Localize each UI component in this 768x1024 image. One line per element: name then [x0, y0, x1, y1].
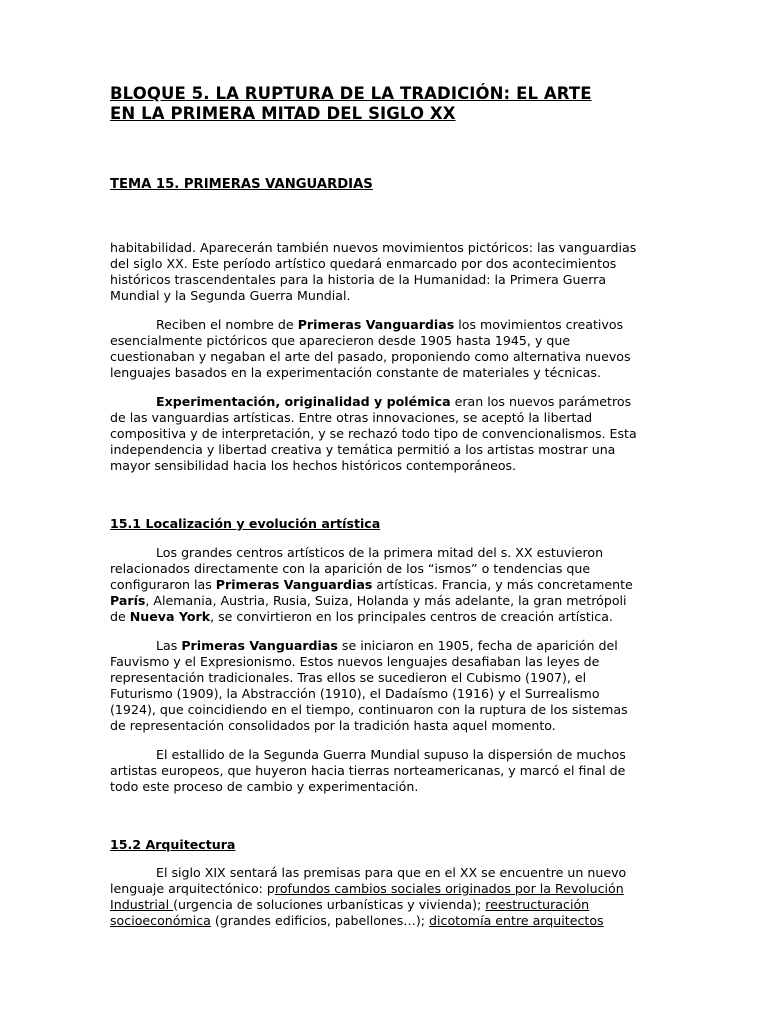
text-span: los movimientos creativos — [454, 317, 624, 332]
section-heading-15-1: 15.1 Localización y evolución artística — [110, 516, 381, 531]
title-line-2: EN LA PRIMERA MITAD DEL SIGLO XX — [110, 104, 456, 123]
underlined-text: Industrial — [110, 897, 174, 913]
text-span: artísticas. Francia, y más concretamente — [372, 577, 633, 593]
text-line: del siglo XX. Este período artístico quedará enmarcado por dos acontecimientos — [110, 256, 617, 272]
text-span: , Alemania, Austria, Rusia, Suiza, Holanda y más adelante, la gran metrópoli — [145, 593, 627, 609]
text-line: relacionados directamente con la aparición de los “ismos” o tendencias que — [110, 561, 591, 577]
underlined-text: rofundos cambios sociales originados por la Revolución — [274, 881, 624, 897]
title-line-1: BLOQUE 5. LA RUPTURA DE LA TRADICIÓN: EL ARTE — [110, 84, 592, 103]
text-span: (grandes edificios, pabellones…); — [210, 913, 430, 929]
text-line — [110, 317, 650, 333]
underlined-text: dicotomía entre arquitectos — [429, 913, 604, 929]
underlined-text: socioeconómica — [110, 913, 211, 929]
text-span: eran los nuevos parámetros — [450, 394, 632, 409]
text-span: (urgencia de soluciones urbanísticas y vivienda); — [173, 897, 486, 913]
document-title — [110, 84, 650, 124]
text-line: cuestionaban y negaban el arte del pasado, proponiendo como alternativa nuevos — [110, 349, 631, 365]
text-line: Mundial y la Segunda Guerra Mundial. — [110, 288, 351, 304]
text-line: (1924), que coincidiendo en el tiempo, continuaron con la ruptura de los sistemas — [110, 702, 628, 718]
intro-paragraph-1 — [110, 240, 650, 304]
text-span: Las — [156, 638, 182, 653]
section1-paragraph-1 — [110, 545, 650, 625]
text-line — [110, 394, 650, 410]
text-span: lenguaje arquitectónico: p — [110, 881, 275, 897]
text-line — [110, 577, 650, 593]
text-line: El estallido de la Segunda Guerra Mundial supuso la dispersión de muchos — [156, 747, 626, 762]
text-line: El siglo XIX sentará las premisas para que en el XX se encuentre un nuevo — [156, 865, 627, 880]
section2-paragraph-1 — [110, 865, 650, 929]
text-line: Fauvismo y el Expresionismo. Estos nuevos lenguajes desafiaban las leyes de — [110, 654, 600, 670]
text-line: mayor sensibilidad hacia los hechos históricos contemporáneos. — [110, 458, 517, 474]
text-line: independencia y libertad creativa y temática permitió a los artistas mostrar una — [110, 442, 616, 458]
section-heading-15-2: 15.2 Arquitectura — [110, 837, 236, 852]
tema-heading: TEMA 15. PRIMERAS VANGUARDIAS — [110, 177, 373, 192]
text-span: se iniciaron en 1905, fecha de aparición del — [337, 638, 618, 653]
text-line — [110, 913, 650, 929]
text-line: históricos trascendentales para la historia de la Humanidad: la Primera Guerra — [110, 272, 607, 288]
text-span: Reciben el nombre de — [156, 317, 298, 332]
text-line: artistas europeos, que huyeron hacia tierras norteamericanas, y marcó el final de — [110, 763, 626, 779]
section1-paragraph-2 — [110, 638, 650, 735]
text-line: habitabilidad. Aparecerán también nuevos movimientos pictóricos: las vanguardias — [110, 240, 637, 255]
bold-term: París — [110, 593, 146, 609]
bold-term: Nueva York — [129, 609, 211, 625]
intro-paragraph-2 — [110, 317, 650, 381]
text-line: compositiva y de interpretación, y se rechazó todo tipo de convencionalismos. Esta — [110, 426, 637, 442]
text-line: de las vanguardias artísticas. Entre otras innovaciones, se aceptó la libertad — [110, 410, 593, 426]
text-span: de — [110, 609, 130, 625]
text-line — [110, 609, 650, 625]
text-line: esencialmente pictóricos que aparecieron desde 1905 hasta 1945, y que — [110, 333, 571, 349]
bold-term: Primeras Vanguardias — [215, 577, 373, 593]
text-line — [110, 638, 650, 654]
text-line: Futurismo (1909), la Abstracción (1910), el Dadaísmo (1916) y el Surrealismo — [110, 686, 600, 702]
document-page — [110, 84, 650, 929]
text-line — [110, 593, 650, 609]
text-line: representación tradicionales. Tras ellos se sucedieron el Cubismo (1907), el — [110, 670, 587, 686]
intro-paragraph-3 — [110, 394, 650, 474]
text-line: todo este proceso de cambio y experimentación. — [110, 779, 419, 795]
text-line: Los grandes centros artísticos de la primera mitad del s. XX estuvieron — [156, 545, 604, 560]
text-line: de representación consolidados por la tradición hasta aquel momento. — [110, 718, 556, 734]
text-line — [110, 881, 650, 897]
text-span: , se convirtieron en los principales centros de creación artística. — [210, 609, 613, 625]
bold-term: Primeras Vanguardias — [181, 638, 338, 653]
text-line — [110, 897, 650, 913]
text-line: lenguajes basados en la experimentación constante de materiales y técnicas. — [110, 365, 601, 381]
text-span: configuraron las — [110, 577, 216, 593]
underlined-text: reestructuración — [485, 897, 590, 913]
bold-term: Experimentación, originalidad y polémica — [156, 394, 451, 409]
section1-paragraph-3 — [110, 747, 650, 795]
bold-term: Primeras Vanguardias — [297, 317, 455, 332]
